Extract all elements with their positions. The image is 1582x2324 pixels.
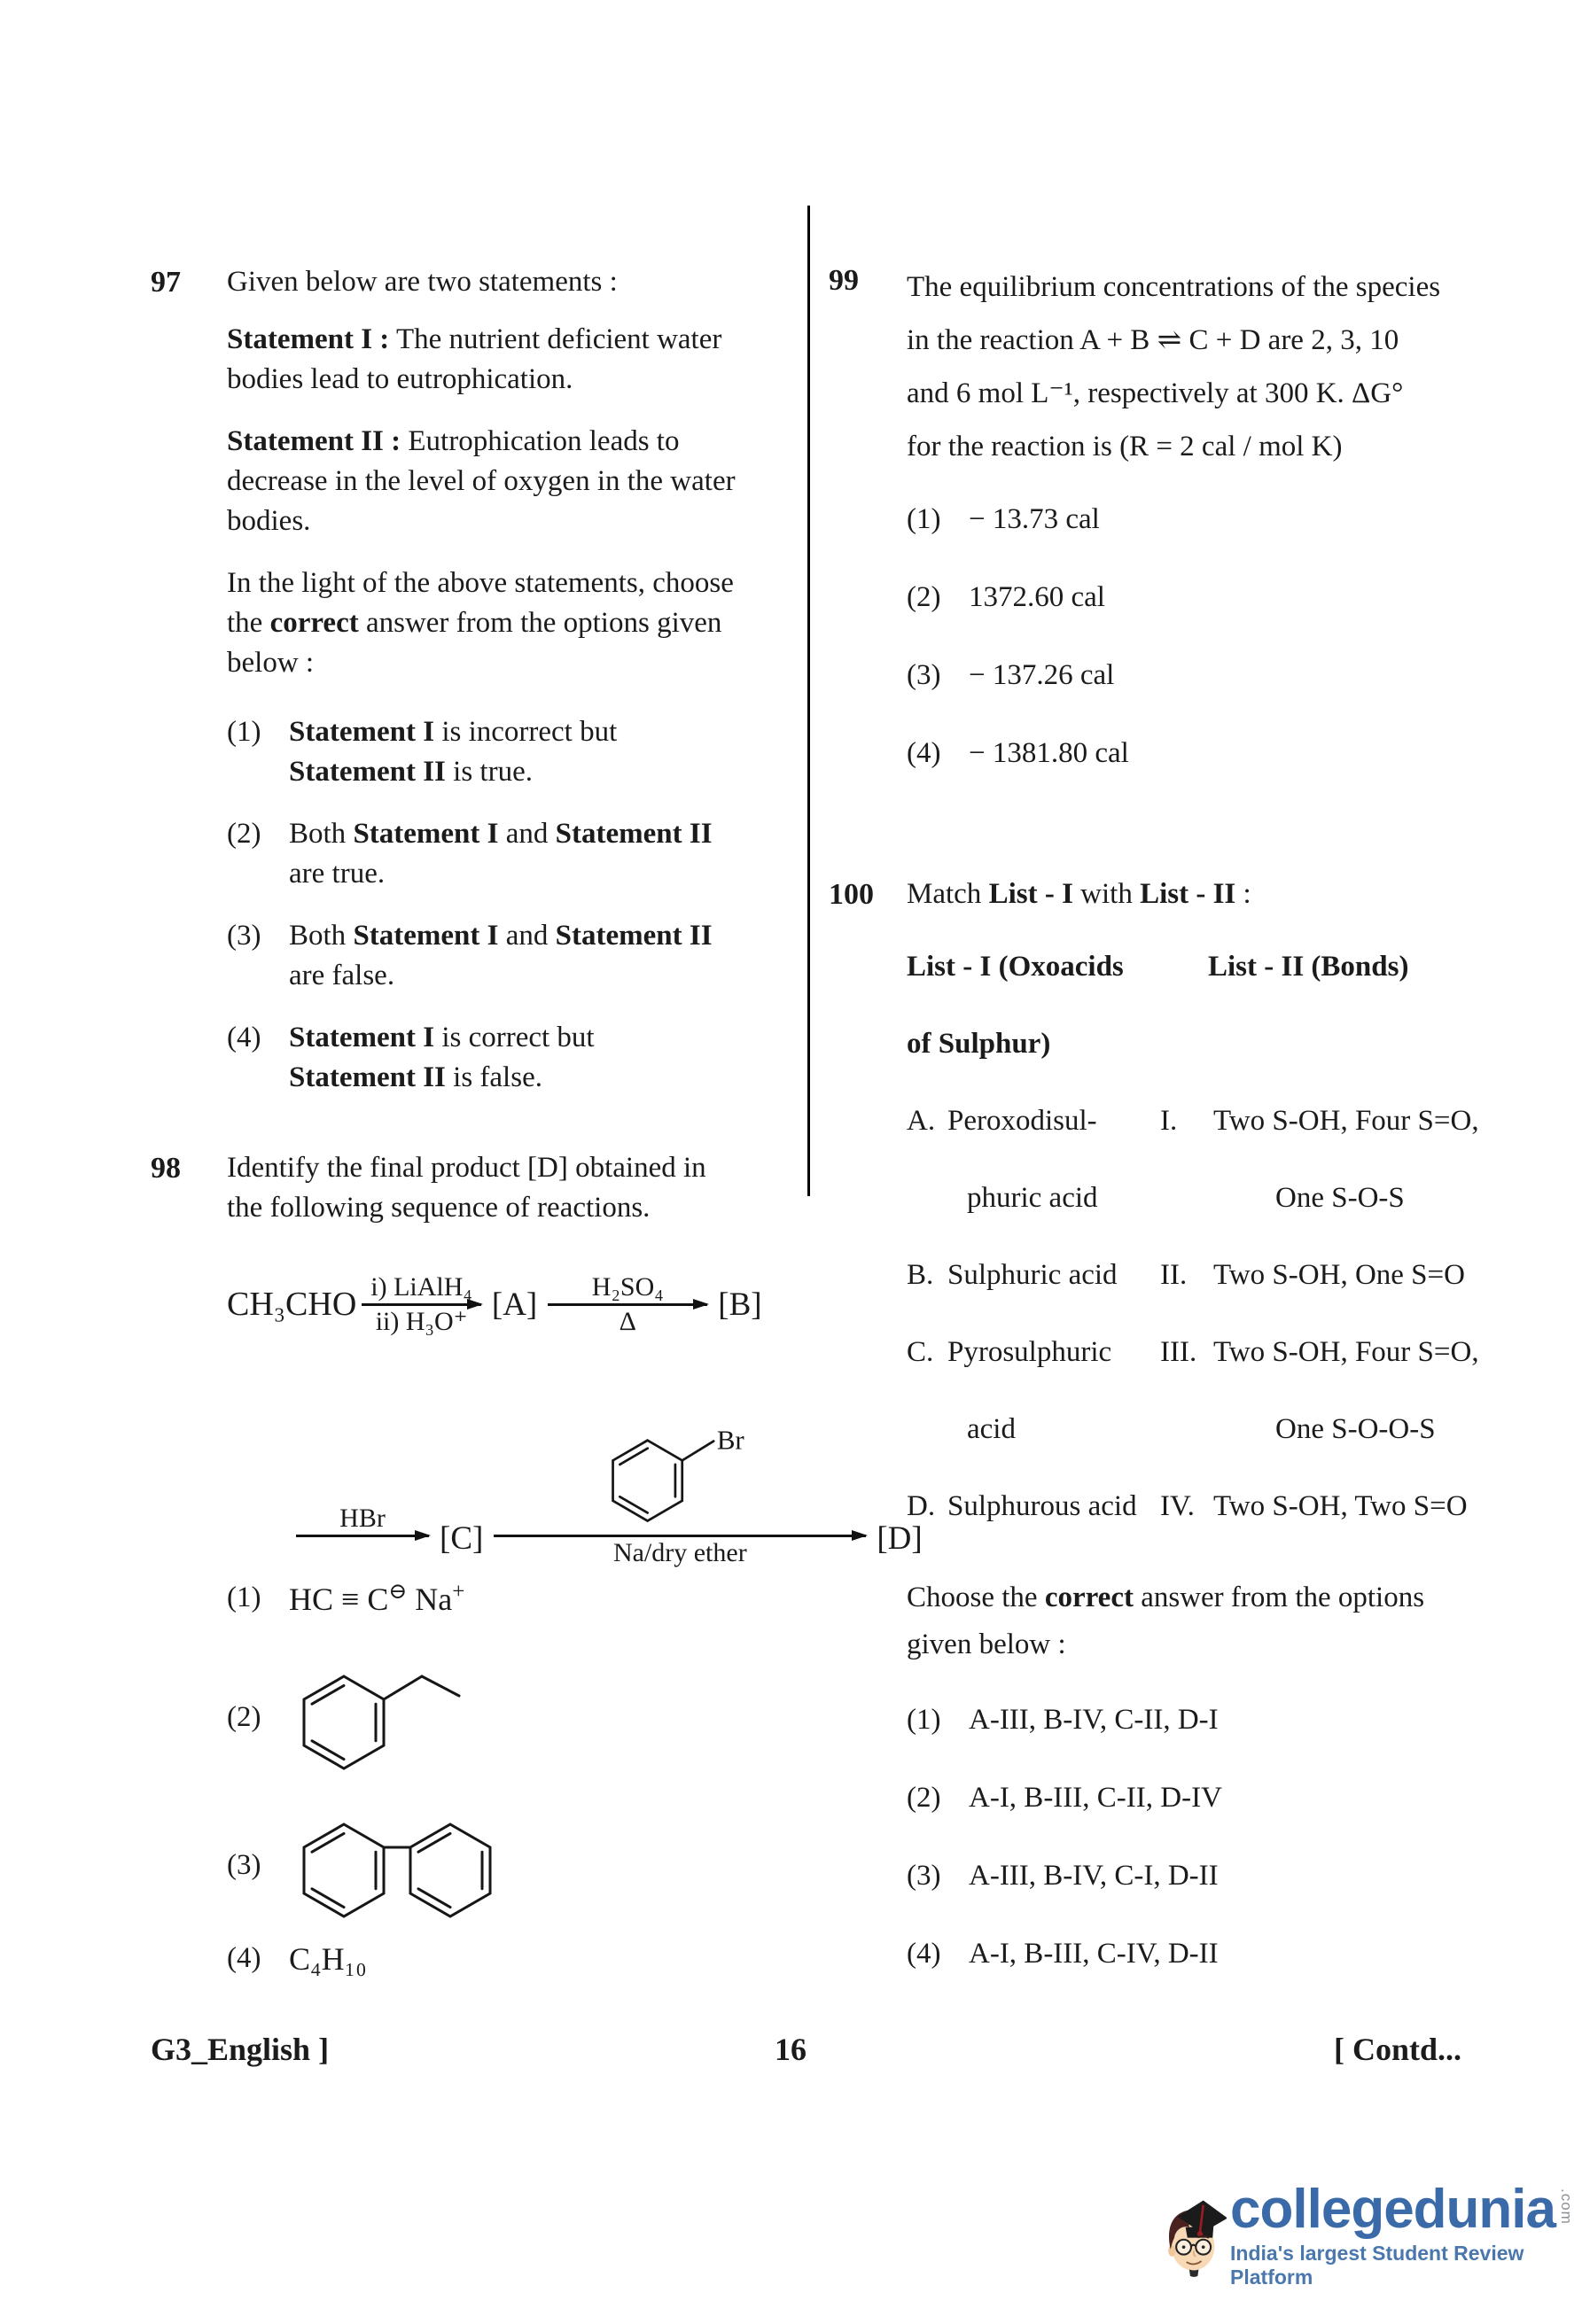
option-label: (2) bbox=[227, 818, 261, 850]
option-text: Both Statement I and Statement II are false. bbox=[289, 920, 713, 991]
reagent-above-arrow: HBr bbox=[339, 1504, 386, 1533]
option-label: (3) bbox=[907, 1860, 941, 1892]
option-3 bbox=[227, 916, 791, 996]
question-number: 98 bbox=[151, 1152, 181, 1185]
question-number: 99 bbox=[829, 264, 859, 297]
option-label: (1) bbox=[227, 716, 261, 748]
mascot-icon bbox=[1157, 2153, 1227, 2318]
arrow-shaft bbox=[548, 1303, 707, 1306]
option-1 bbox=[227, 712, 791, 792]
roman-label: IV. bbox=[1160, 1490, 1195, 1522]
question-intro-line: Identify the final product [D] obtained in bbox=[227, 1152, 706, 1184]
option-label: (4) bbox=[227, 1942, 261, 1974]
cation-charge: + bbox=[452, 1580, 465, 1604]
option-text: 1372.60 cal bbox=[969, 581, 1105, 613]
row-label: A. bbox=[907, 1105, 936, 1137]
statement-2-line: bodies. bbox=[227, 505, 311, 537]
list-2-item: Two S-OH, Four S=O, One S-O-S bbox=[1213, 1105, 1479, 1214]
reaction-arrow bbox=[548, 1271, 707, 1338]
option-label: (1) bbox=[227, 1582, 261, 1613]
intermediate-c: [C] bbox=[440, 1520, 484, 1557]
option-2 bbox=[907, 1778, 1538, 1818]
row-label: D. bbox=[907, 1490, 936, 1522]
question-intro: Given below are two statements : bbox=[227, 266, 618, 298]
option-3 bbox=[907, 656, 1538, 696]
option-label: (4) bbox=[227, 1022, 261, 1053]
collegedunia-logo bbox=[1157, 2149, 1575, 2321]
option-text: A-I, B-III, C-IV, D-II bbox=[969, 1938, 1219, 1970]
list-1-item: Pyrosulphuric acid bbox=[947, 1336, 1112, 1445]
br-label: Br bbox=[717, 1424, 745, 1456]
option-2 bbox=[227, 1653, 928, 1782]
statement-2-line: decrease in the level of oxygen in the water bbox=[227, 465, 736, 497]
roman-label: I. bbox=[1160, 1105, 1178, 1137]
list-2-item: Two S-OH, Four S=O, One S-O-O-S bbox=[1213, 1336, 1479, 1445]
question-line: The equilibrium concentrations of the species bbox=[907, 271, 1441, 303]
reagent-below-arrow: Δ bbox=[619, 1306, 636, 1336]
question-direction bbox=[227, 564, 791, 683]
match-row-a bbox=[907, 1083, 1538, 1237]
option-label: (2) bbox=[907, 1782, 941, 1814]
match-row-b bbox=[907, 1237, 1538, 1314]
list-1-item: Peroxodisul- phuric acid bbox=[947, 1105, 1098, 1214]
option-4 bbox=[227, 1018, 791, 1098]
arrow-shaft bbox=[362, 1303, 481, 1306]
question-number: 100 bbox=[829, 878, 874, 911]
option-label: (3) bbox=[227, 920, 261, 952]
match-row-d bbox=[907, 1468, 1538, 1545]
option-4 bbox=[907, 734, 1538, 773]
carbide-formula: HC ≡ C⊖ Na+ bbox=[289, 1580, 465, 1617]
statement-1-line: Statement I : The nutrient deficient water bbox=[227, 323, 722, 355]
list-1-item: Sulphurous acid bbox=[947, 1490, 1137, 1522]
match-header bbox=[907, 929, 1538, 1083]
reaction-scheme-1 bbox=[227, 1253, 928, 1356]
option-label: (1) bbox=[907, 503, 941, 535]
option-text: − 13.73 cal bbox=[969, 503, 1100, 535]
reaction-arrow bbox=[494, 1407, 866, 1569]
ethylbenzene-structure bbox=[289, 1653, 479, 1782]
question-99 bbox=[829, 260, 1538, 812]
option-label: (2) bbox=[227, 1701, 261, 1733]
match-table bbox=[907, 929, 1538, 1545]
question-number: 97 bbox=[151, 266, 181, 299]
butane-formula: C₄H₁₀ bbox=[289, 1940, 367, 1977]
reaction-arrow bbox=[362, 1271, 481, 1338]
statement-1 bbox=[227, 320, 791, 400]
statement-2-line: Statement II : Eutrophication leads to bbox=[227, 425, 680, 457]
brand-tagline: India's largest Student Review Platform bbox=[1230, 2241, 1524, 2289]
page-code: G3_English ] bbox=[151, 2032, 330, 2067]
option-4 bbox=[227, 1939, 928, 1978]
roman-label: II. bbox=[1160, 1259, 1188, 1291]
option-2 bbox=[907, 578, 1538, 618]
choose-direction: Choose the correct answer from the options given below : bbox=[907, 1582, 1425, 1660]
list-1-item: Sulphuric acid bbox=[947, 1259, 1118, 1291]
product-d: [D] bbox=[877, 1520, 923, 1557]
match-row-c bbox=[907, 1314, 1538, 1468]
row-label: C. bbox=[907, 1336, 934, 1368]
statement-1-line: bodies lead to eutrophication. bbox=[227, 363, 573, 395]
question-line: in the reaction A + B ⇌ C + D are 2, 3, 10 bbox=[907, 324, 1399, 356]
row-label: B. bbox=[907, 1259, 934, 1291]
question-98 bbox=[151, 1148, 923, 1978]
intermediate-a: [A] bbox=[491, 1286, 538, 1323]
arrow-shaft bbox=[296, 1535, 429, 1537]
arrow-shaft bbox=[494, 1535, 866, 1537]
list-2-header: List - II (Bonds) bbox=[1208, 951, 1409, 983]
statement-2 bbox=[227, 422, 791, 541]
option-text: Both Statement I and Statement II are true. bbox=[289, 818, 713, 890]
reaction-arrow bbox=[296, 1503, 429, 1569]
direction-line: below : bbox=[227, 647, 315, 679]
option-text: A-III, B-IV, C-II, D-I bbox=[969, 1704, 1219, 1736]
option-3 bbox=[907, 1856, 1538, 1896]
bromobenzene-structure bbox=[591, 1407, 768, 1538]
direction-line: the correct answer from the options given bbox=[227, 607, 722, 639]
list-2-item: Two S-OH, One S=O bbox=[1213, 1259, 1465, 1291]
option-text: Statement I is correct but Statement II is false. bbox=[289, 1022, 595, 1093]
question-intro: Match List - I with List - II : bbox=[907, 878, 1251, 910]
brand-text: collegedunia bbox=[1230, 2178, 1555, 2240]
option-text: A-III, B-IV, C-I, D-II bbox=[969, 1860, 1219, 1892]
option-4 bbox=[907, 1934, 1538, 1974]
product-b: [B] bbox=[718, 1286, 762, 1323]
list-1-header: List - I (Oxoacids of Sulphur) bbox=[907, 951, 1124, 1060]
reagent-above-arrow: H₂SO₄ bbox=[591, 1271, 664, 1302]
option-label: (4) bbox=[907, 737, 941, 769]
option-text: A-I, B-III, C-II, D-IV bbox=[969, 1782, 1222, 1814]
column-divider bbox=[807, 206, 810, 1196]
biphenyl-structure bbox=[289, 1801, 510, 1930]
option-3 bbox=[227, 1801, 928, 1930]
option-1 bbox=[907, 1700, 1538, 1740]
question-line: and 6 mol L⁻¹, respectively at 300 K. ΔG° bbox=[907, 377, 1404, 409]
option-label: (1) bbox=[907, 1704, 941, 1736]
option-1 bbox=[227, 1578, 928, 1618]
option-label: (4) bbox=[907, 1938, 941, 1970]
option-text: − 1381.80 cal bbox=[969, 737, 1129, 769]
reactant-formula: CH₃CHO bbox=[227, 1286, 357, 1323]
brand-domain: .com bbox=[1558, 2188, 1575, 2225]
roman-label: III. bbox=[1160, 1336, 1197, 1368]
question-line: for the reaction is (R = 2 cal / mol K) bbox=[907, 431, 1343, 462]
option-2 bbox=[227, 814, 791, 894]
option-text: Statement I is incorrect but Statement II is true. bbox=[289, 716, 618, 788]
question-97 bbox=[151, 262, 791, 1120]
question-intro-line: the following sequence of reactions. bbox=[227, 1192, 651, 1224]
question-100 bbox=[829, 874, 1538, 2012]
reagent-above-arrow: i) LiAlH₄ bbox=[370, 1271, 472, 1302]
reagent-below-arrow: ii) H₃O⁺ bbox=[375, 1306, 468, 1336]
option-label: (2) bbox=[907, 581, 941, 613]
page-number: 16 bbox=[775, 2032, 807, 2067]
option-text: − 137.26 cal bbox=[969, 659, 1115, 691]
contd-label: [ Contd... bbox=[1334, 2032, 1462, 2067]
list-2-item: Two S-OH, Two S=O bbox=[1213, 1490, 1468, 1522]
option-label: (3) bbox=[227, 1849, 261, 1881]
option-1 bbox=[907, 500, 1538, 540]
option-label: (3) bbox=[907, 659, 941, 691]
anion-charge: ⊖ bbox=[388, 1580, 408, 1604]
direction-line: In the light of the above statements, choose bbox=[227, 567, 734, 599]
reagent-below-arrow: Na/dry ether bbox=[612, 1538, 747, 1567]
